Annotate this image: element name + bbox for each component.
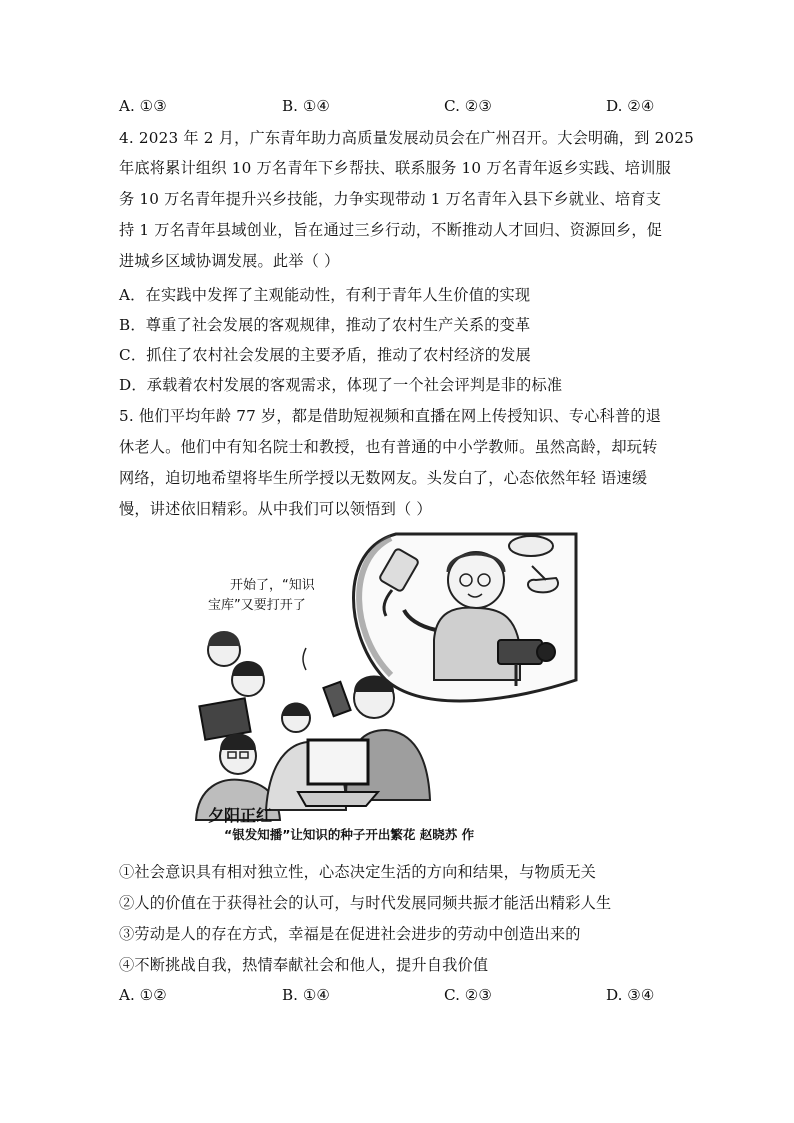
cartoon-subtitle: “银发知播”让知识的种子开出繁花 赵晓苏 作: [224, 827, 475, 842]
q4-stem-line: 务 10 万名青年提升兴乡技能，力争实现带动 1 万名青年入县下乡就业、培育支: [119, 190, 662, 208]
q4-stem-line: 4. 2023 年 2 月，广东青年助力高质量发展动员会在广州召开。大会明确，到 2025: [119, 129, 695, 147]
lamp-icon: [509, 536, 553, 556]
q5-stem-line: 5. 他们平均年龄 77 岁，都是借助短视频和直播在网上传授知识、专心科普的退: [119, 407, 662, 425]
q4-stem-line: 年底将累计组织 10 万名青年下乡帮扶、联系服务 10 万名青年返乡实践、培训服: [119, 159, 671, 177]
speech-bubble-line: 宝库”又要打开了: [208, 598, 306, 613]
q4-option-a: A．在实践中发挥了主观能动性，有利于青年人生价值的实现: [119, 286, 531, 304]
q5-option-d: D. ③④: [606, 986, 655, 1004]
phone-icon: [323, 682, 350, 716]
q4-stem-line: 持 1 万名青年县域创业，旨在通过三乡行动，不断推动人才回归、资源回乡，促: [119, 221, 663, 239]
camera-icon: [498, 640, 542, 664]
tablet-icon: [199, 698, 250, 739]
q4-stem-line: 进城乡区域协调发展。此举（ ）: [119, 252, 340, 270]
q3-option-d: D. ②④: [606, 97, 655, 115]
q3-option-a: A. ①③: [119, 97, 167, 115]
laptop-icon: [308, 740, 368, 784]
q5-statement: ④不断挑战自我，热情奉献社会和他人，提升自我价值: [119, 956, 489, 974]
q4-option-b: B．尊重了社会发展的客观规律，推动了农村生产关系的变革: [119, 316, 531, 334]
q5-statement: ③劳动是人的存在方式，幸福是在促进社会进步的劳动中创造出来的: [119, 925, 581, 943]
q3-option-b: B. ①④: [282, 97, 331, 115]
q5-stem-line: 网络，迫切地希望将毕生所学授以无数网友。头发白了，心态依然年轻 语速缓: [119, 469, 648, 487]
cartoon-title: 夕阳正红: [208, 806, 273, 825]
q5-statement: ②人的价值在于获得社会的认可，与时代发展同频共振才能活出精彩人生: [119, 894, 612, 912]
q5-stem-line: 慢，讲述依旧精彩。从中我们可以领悟到（ ）: [119, 500, 432, 518]
q5-option-b: B. ①④: [282, 986, 331, 1004]
cartoon-illustration: [186, 530, 586, 850]
q5-statement: ①社会意识具有相对独立性，心态决定生活的方向和结果，与物质无关: [119, 863, 597, 881]
q4-option-c: C．抓住了农村社会发展的主要矛盾，推动了农村经济的发展: [119, 346, 531, 364]
q5-option-c: C. ②③: [444, 986, 492, 1004]
speech-bubble-line: 开始了，“知识: [230, 578, 315, 593]
q4-option-d: D．承载着农村发展的客观需求，体现了一个社会评判是非的标准: [119, 376, 563, 394]
q5-option-a: A. ①②: [119, 986, 167, 1004]
q3-option-c: C. ②③: [444, 97, 492, 115]
q5-stem-line: 休老人。他们中有知名院士和教授，也有普通的中小学教师。虽然高龄，却玩转: [119, 438, 658, 456]
